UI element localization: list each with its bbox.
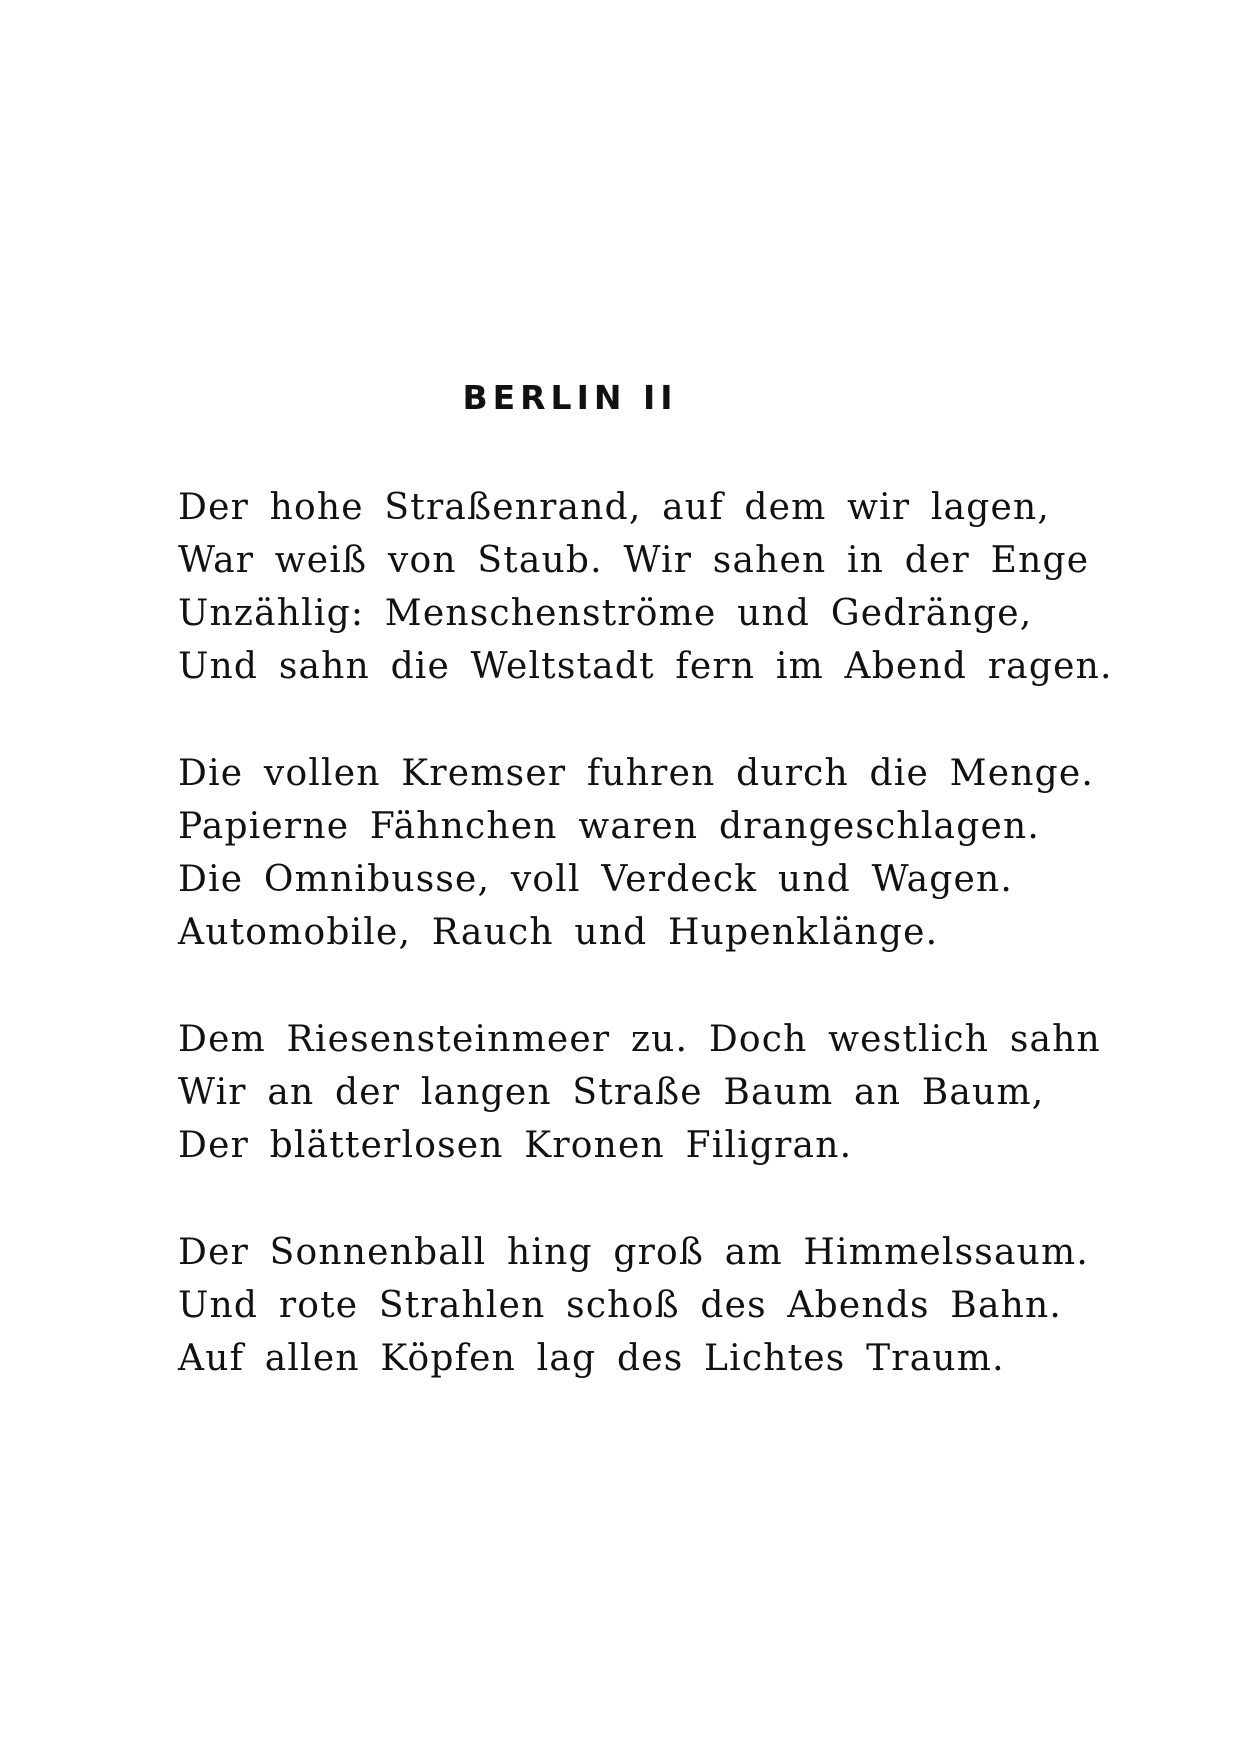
poem-line: Auf allen Köpfen lag des Lichtes Traum.	[178, 1338, 1005, 1379]
poem-line: Der hohe Straßenrand, auf dem wir lagen,	[178, 487, 1051, 528]
stanza-1	[178, 481, 1178, 693]
poem-line: Papierne Fähnchen waren drangeschlagen.	[178, 806, 1040, 847]
poem-line: Die vollen Kremser fuhren durch die Menge.	[178, 753, 1094, 794]
poem-line: Automobile, Rauch und Hupenklänge.	[178, 912, 939, 953]
stanza-2	[178, 747, 1178, 959]
poem-line: Und rote Strahlen schoß des Abends Bahn.	[178, 1285, 1063, 1326]
poem-line: War weiß von Staub. Wir sahen in der Enge	[178, 540, 1090, 581]
poem-line: Der blätterlosen Kronen Filigran.	[178, 1125, 853, 1166]
poem-body	[178, 481, 1178, 1439]
poem-line: Der Sonnenball hing groß am Himmelssaum.	[178, 1232, 1090, 1273]
poem-line: Die Omnibusse, voll Verdeck und Wagen.	[178, 859, 1014, 900]
poem-line: Unzählig: Menschenströme und Gedränge,	[178, 593, 1033, 634]
stanza-3	[178, 1013, 1178, 1172]
stanza-4	[178, 1226, 1178, 1385]
poem-line: Wir an der langen Straße Baum an Baum,	[178, 1072, 1045, 1113]
poem-title: BERLIN II	[462, 378, 678, 417]
poem-line: Dem Riesensteinmeer zu. Doch westlich sahn	[178, 1019, 1101, 1060]
poem-line: Und sahn die Weltstadt fern im Abend ragen.	[178, 646, 1113, 687]
